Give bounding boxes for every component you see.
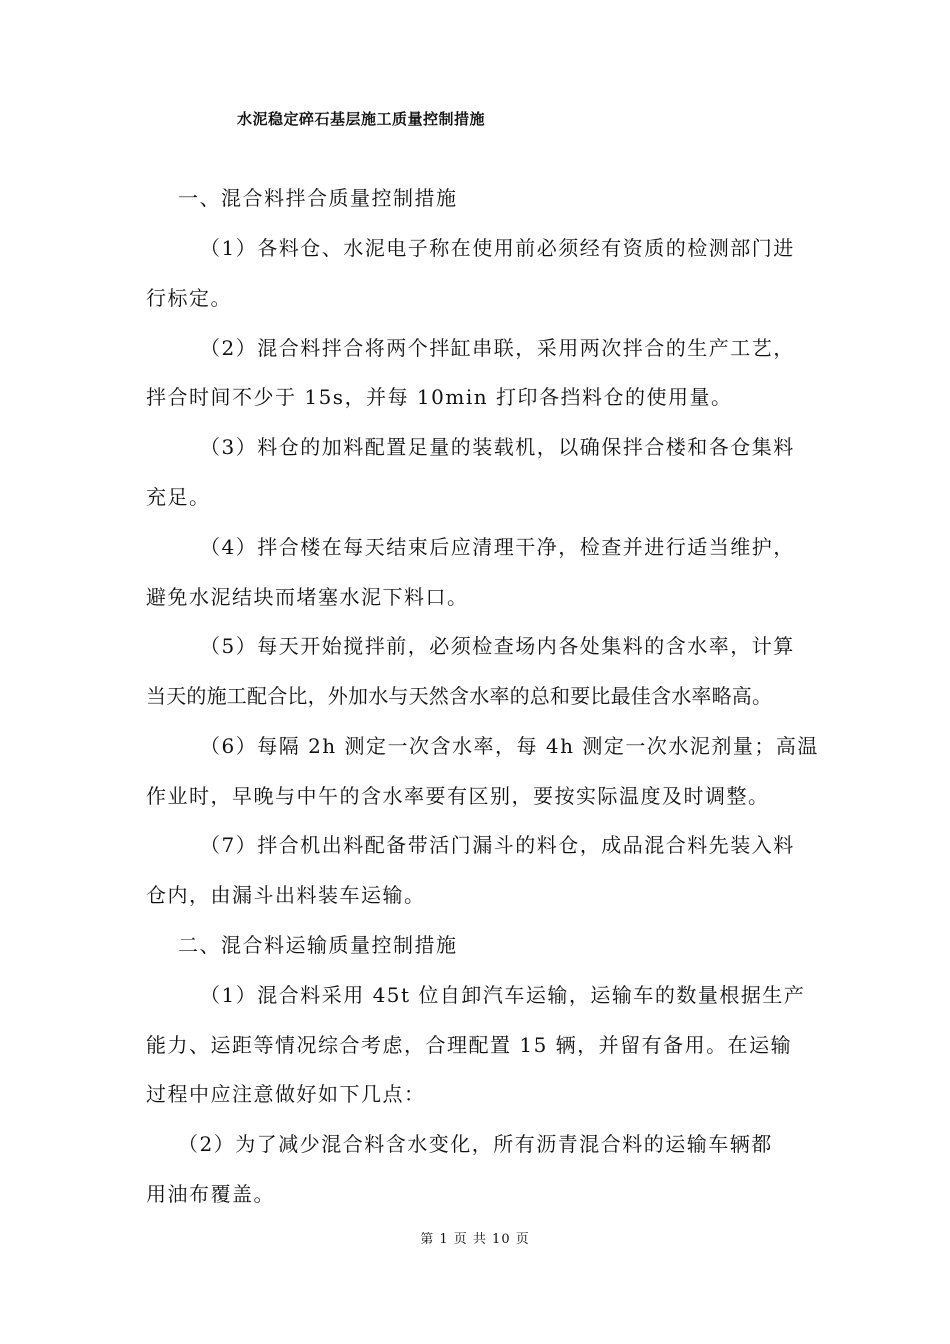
paragraph-line: （5）每天开始搅拌前，必须检查场内各处集料的含水率，计算 (200, 634, 795, 658)
paragraph-line: 行标定。 (146, 286, 232, 310)
section-heading-1: 一、混合料拌合质量控制措施 (178, 186, 458, 210)
paragraph-line: 能力、运距等情况综合考虑，合理配置 15 辆，并留有备用。在运输 (146, 1033, 793, 1057)
paragraph-line: 当天的施工配合比，外加水与天然含水率的总和要比最佳含水率略高。 (146, 684, 773, 708)
paragraph-line: 仓内，由漏斗出料装车运输。 (146, 883, 426, 907)
paragraph-line: 充足。 (146, 485, 211, 509)
paragraph-line: （4）拌合楼在每天结束后应清理干净，检查并进行适当维护， (200, 535, 795, 559)
paragraph-line: 用油布覆盖。 (146, 1182, 275, 1206)
paragraph-line: 拌合时间不少于 15s，并每 10min 打印各挡料仓的使用量。 (146, 385, 733, 409)
paragraph-line: （7）拌合机出料配备带活门漏斗的料仓，成品混合料先装入料 (200, 833, 795, 857)
document-title: 水泥稳定碎石基层施工质量控制措施 (237, 110, 486, 128)
paragraph-line: 作业时，早晚与中午的含水率要有区别，要按实际温度及时调整。 (146, 784, 770, 808)
paragraph-line: （2）混合料拌合将两个拌缸串联，采用两次拌合的生产工艺， (200, 336, 795, 360)
page-footer: 第 1 页 共 10 页 (420, 1232, 530, 1247)
paragraph-line: （3）料仓的加料配置足量的装载机，以确保拌合楼和各仓集料 (200, 435, 795, 459)
paragraph-line: （2）为了减少混合料含水变化，所有沥青混合料的运输车辆都 (178, 1132, 773, 1156)
paragraph-line: （6）每隔 2h 测定一次含水率，每 4h 测定一次水泥剂量；高温 (200, 734, 819, 758)
section-heading-2: 二、混合料运输质量控制措施 (178, 933, 458, 957)
paragraph-line: （1）混合料采用 45t 位自卸汽车运输，运输车的数量根据生产 (200, 983, 806, 1007)
paragraph-line: （1）各料仓、水泥电子称在使用前必须经有资质的检测部门进 (200, 236, 795, 260)
paragraph-line: 过程中应注意做好如下几点： (146, 1082, 426, 1106)
paragraph-line: 避免水泥结块而堵塞水泥下料口。 (146, 585, 469, 609)
